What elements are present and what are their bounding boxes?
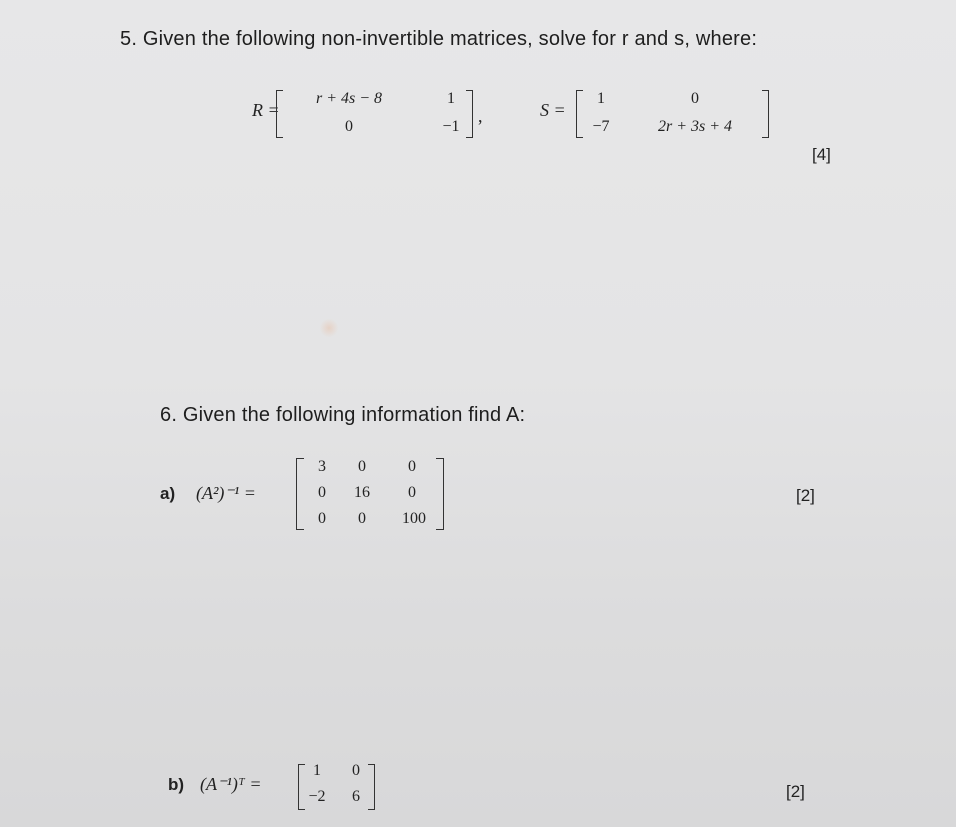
question-6-text: 6. Given the following information find A: [160,404,526,426]
s-matrix-cell: 2r + 3s + 4 [657,118,733,135]
r-matrix-cell: −1 [442,118,460,135]
matrix-cell: 0 [358,510,366,527]
question-5-text: 5. Given the following non-invertible matrices, solve for r and s, where: [120,28,758,50]
r-matrix-comma: , [478,106,483,126]
s-matrix-cell: −7 [592,118,610,135]
r-matrix-right-bracket [466,90,473,138]
part-b-label: b) [168,775,185,794]
r-matrix-label: R = [252,100,280,120]
part-b-marks: [2] [786,782,805,801]
s-matrix-cell: 1 [597,90,605,107]
s-matrix-cell: 0 [691,90,699,107]
part-a-left-bracket [296,458,304,530]
question-5-marks: [4] [812,145,831,164]
part-a-right-bracket [436,458,444,530]
matrix-cell: 16 [354,484,370,501]
matrix-cell: 0 [352,762,360,779]
matrix-cell: −2 [308,788,326,805]
part-a-label: a) [160,484,176,503]
matrix-cell: 0 [408,484,416,501]
r-matrix-cell: 0 [345,118,353,135]
s-matrix-left-bracket [576,90,583,138]
part-b-right-bracket [368,764,375,810]
matrix-cell: 0 [318,484,326,501]
matrix-cell: 0 [318,510,326,527]
matrix-cell: 0 [358,458,366,475]
matrix-cell: 100 [402,510,426,527]
s-matrix-label: S = [540,100,566,120]
smudge [320,318,338,338]
s-matrix-right-bracket [762,90,769,138]
part-a-lhs: (A²)⁻¹ = [196,483,256,503]
part-a-marks: [2] [796,486,815,505]
matrix-cell: 1 [313,762,321,779]
matrix-cell: 0 [408,458,416,475]
part-b-lhs: (A⁻¹)ᵀ = [200,774,262,794]
matrix-cell: 6 [352,788,360,805]
matrix-cell: 3 [318,458,326,475]
r-matrix-cell: r + 4s − 8 [315,90,383,107]
r-matrix-cell: 1 [447,90,455,107]
